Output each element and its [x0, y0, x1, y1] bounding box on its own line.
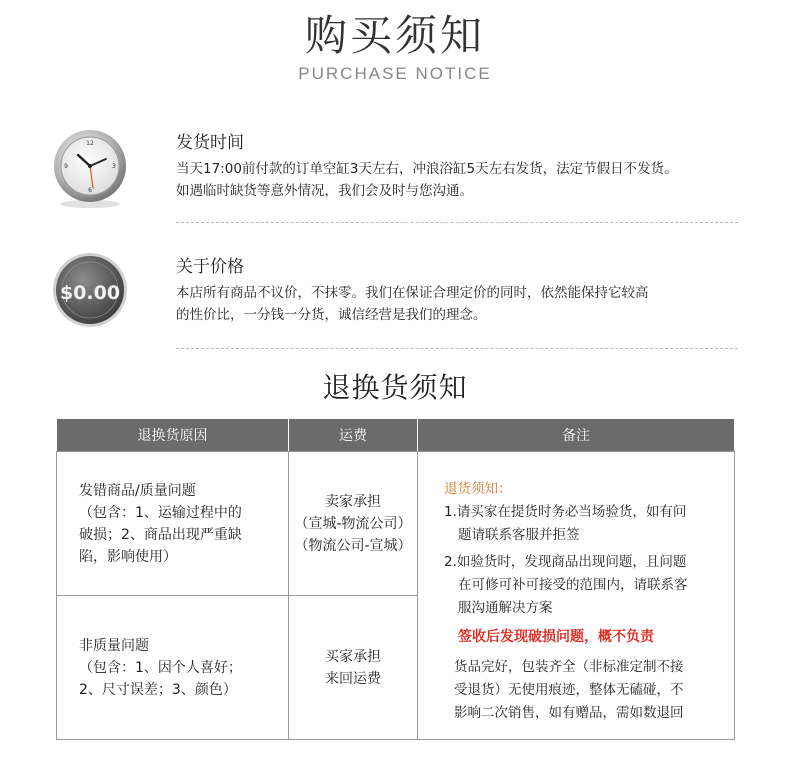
price-badge-text: $0.00 — [59, 282, 121, 304]
price-line-1: 本店所有商品不议价，不抹零。我们在保证合理定价的同时，依然能保持它较高 — [176, 285, 649, 301]
svg-text:6: 6 — [88, 187, 92, 194]
table-header-row — [57, 419, 735, 452]
fee-route: （物流公司-宣城） — [294, 537, 412, 554]
shipping-text — [176, 158, 766, 202]
reason-title: 发错商品/质量问题 — [79, 482, 196, 499]
returns-title: 退换货须知 — [322, 371, 468, 404]
shipping-line-2: 如遇临时缺货等意外情况，我们会及时与您沟通。 — [176, 183, 473, 199]
notes-warning: 签收后发现破损问题，概不负责 — [458, 628, 654, 645]
reason-cell — [57, 596, 289, 740]
divider — [176, 348, 738, 349]
fee-payer: 卖家承担 — [325, 493, 381, 510]
column-header-reason: 退换货原因 — [57, 419, 289, 452]
notes-cell — [418, 452, 735, 740]
notes-line: 题请联系客服并拒签 — [458, 526, 580, 543]
column-header-notes: 备注 — [418, 419, 735, 452]
page-subtitle: PURCHASE NOTICE — [298, 64, 492, 83]
notes-line: 货品完好，包装齐全（非标准定制不接 — [454, 658, 684, 675]
shipping-title: 发货时间 — [176, 133, 244, 153]
price-title: 关于价格 — [176, 257, 244, 277]
notes-title: 退货须知： — [444, 480, 512, 497]
notes-line: 影响二次销售，如有赠品，需如数退回 — [454, 704, 684, 721]
reason-detail: 2、尺寸误差；3、颜色） — [79, 681, 237, 698]
shipping-section — [48, 126, 738, 216]
reason-detail: 陷，影响使用） — [79, 548, 177, 565]
fee-route: 来回运费 — [325, 670, 381, 687]
notes-line: 在可修可补可接受的范围内，请联系客 — [458, 576, 688, 593]
fee-route: （宣城-物流公司） — [294, 515, 412, 532]
svg-text:9: 9 — [64, 163, 68, 170]
notes-line: 服沟通解决方案 — [458, 599, 553, 616]
column-header-fee: 运费 — [289, 419, 418, 452]
price-text — [176, 282, 766, 326]
notes-line: 1.请买家在提货时务必当场验货，如有问 — [444, 503, 687, 520]
page-title: 购买须知 — [304, 11, 485, 60]
divider — [176, 222, 738, 223]
reason-detail: （包含：1、运输过程中的 — [79, 504, 242, 521]
notes-item-2 — [444, 551, 722, 620]
svg-text:12: 12 — [86, 140, 94, 147]
fee-payer: 买家承担 — [325, 648, 381, 665]
reason-cell — [57, 452, 289, 596]
reason-title: 非质量问题 — [79, 637, 149, 654]
price-tag-icon — [48, 250, 132, 334]
notes-item-1 — [444, 501, 722, 547]
notes-condition — [444, 656, 722, 725]
notes-line: 受退货）无使用痕迹，整体无磕碰，不 — [454, 681, 684, 698]
notes-line: 2.如验货时，发现商品出现问题，且问题 — [444, 553, 687, 570]
reason-detail: （包含：1、因个人喜好； — [79, 659, 242, 676]
fee-cell — [289, 452, 418, 596]
svg-text:3: 3 — [112, 163, 116, 170]
price-line-2: 的性价比，一分钱一分货，诚信经营是我们的理念。 — [176, 307, 487, 323]
returns-table — [56, 418, 735, 740]
fee-cell — [289, 596, 418, 740]
shipping-line-1: 当天17:00前付款的订单空缸3天左右，冲浪浴缸5天左右发货，法定节假日不发货。 — [176, 161, 678, 177]
clock-icon — [48, 126, 132, 210]
price-section — [48, 250, 738, 340]
table-row — [57, 452, 735, 596]
reason-detail: 破损；2、商品出现严重缺 — [79, 526, 242, 543]
